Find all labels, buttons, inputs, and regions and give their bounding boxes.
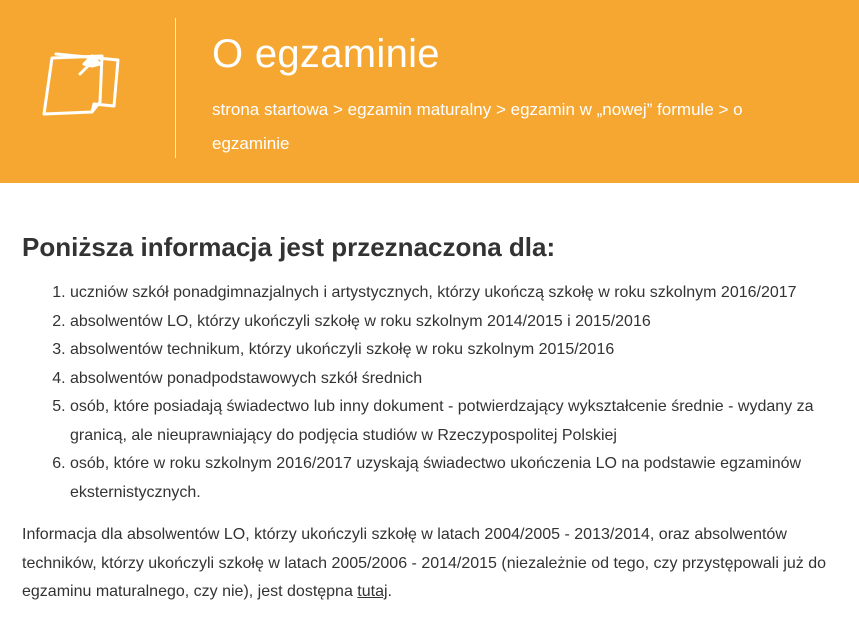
- list-item: 3. absolwentów technikum, którzy ukończyli szkołę w roku szkolnym 2015/2016: [70, 336, 847, 365]
- breadcrumb-current: o egzaminie: [212, 100, 743, 153]
- breadcrumb-separator: >: [332, 100, 348, 119]
- list-item: 6. osób, które w roku szkolnym 2016/2017 uzyskają świadectwo ukończenia LO na podstawie egzaminów eksternistycznych.: [70, 450, 847, 507]
- breadcrumb-new-formula-link[interactable]: egzamin w „nowej” formule: [510, 100, 714, 119]
- breadcrumb-home-link[interactable]: strona startowa: [212, 100, 329, 119]
- audience-list: [22, 279, 847, 507]
- header-divider: [175, 18, 176, 158]
- breadcrumb-separator: >: [718, 100, 734, 119]
- breadcrumb-separator: >: [495, 100, 511, 119]
- info-here-link[interactable]: tutaj: [357, 583, 388, 600]
- list-item: 4. absolwentów ponadpodstawowych szkół średnich: [70, 365, 847, 394]
- list-item: 2. absolwentów LO, którzy ukończyli szkołę w roku szkolnym 2014/2015 i 2015/2016: [70, 308, 847, 337]
- list-item: 5. osób, które posiadają świadectwo lub inny dokument - potwierdzający wykształcenie średnie - wydany za granicą, ale nieuprawniający do podjęcia studiów w Rzeczypospolitej Polskiej: [70, 393, 847, 450]
- breadcrumb-matura-link[interactable]: egzamin maturalny: [347, 100, 492, 119]
- section-heading: Poniższa informacja jest przeznaczona dla:: [22, 232, 556, 262]
- info-text: Informacja dla absolwentów LO, którzy ukończyli szkołę w latach 2004/2005 - 2013/2014, oraz absolwentów techników, którzy ukończyli szkołę w latach 2005/2006 - 2014/2015 (niezależnie od tego, czy przystępowali już do egzaminu maturalnego, czy nie), jest dostępna: [22, 526, 827, 600]
- info-end: .: [387, 583, 392, 600]
- page-header-banner: [0, 0, 859, 183]
- main-content: [22, 227, 847, 607]
- breadcrumb: [212, 93, 812, 161]
- list-item: 1. uczniów szkół ponadgimnazjalnych i artystycznych, którzy ukończą szkołę w roku szkolnym 2016/2017: [70, 279, 847, 308]
- pinned-note-icon: [34, 44, 134, 124]
- page-title: O egzaminie: [212, 32, 440, 76]
- graduates-info-paragraph: [22, 521, 847, 607]
